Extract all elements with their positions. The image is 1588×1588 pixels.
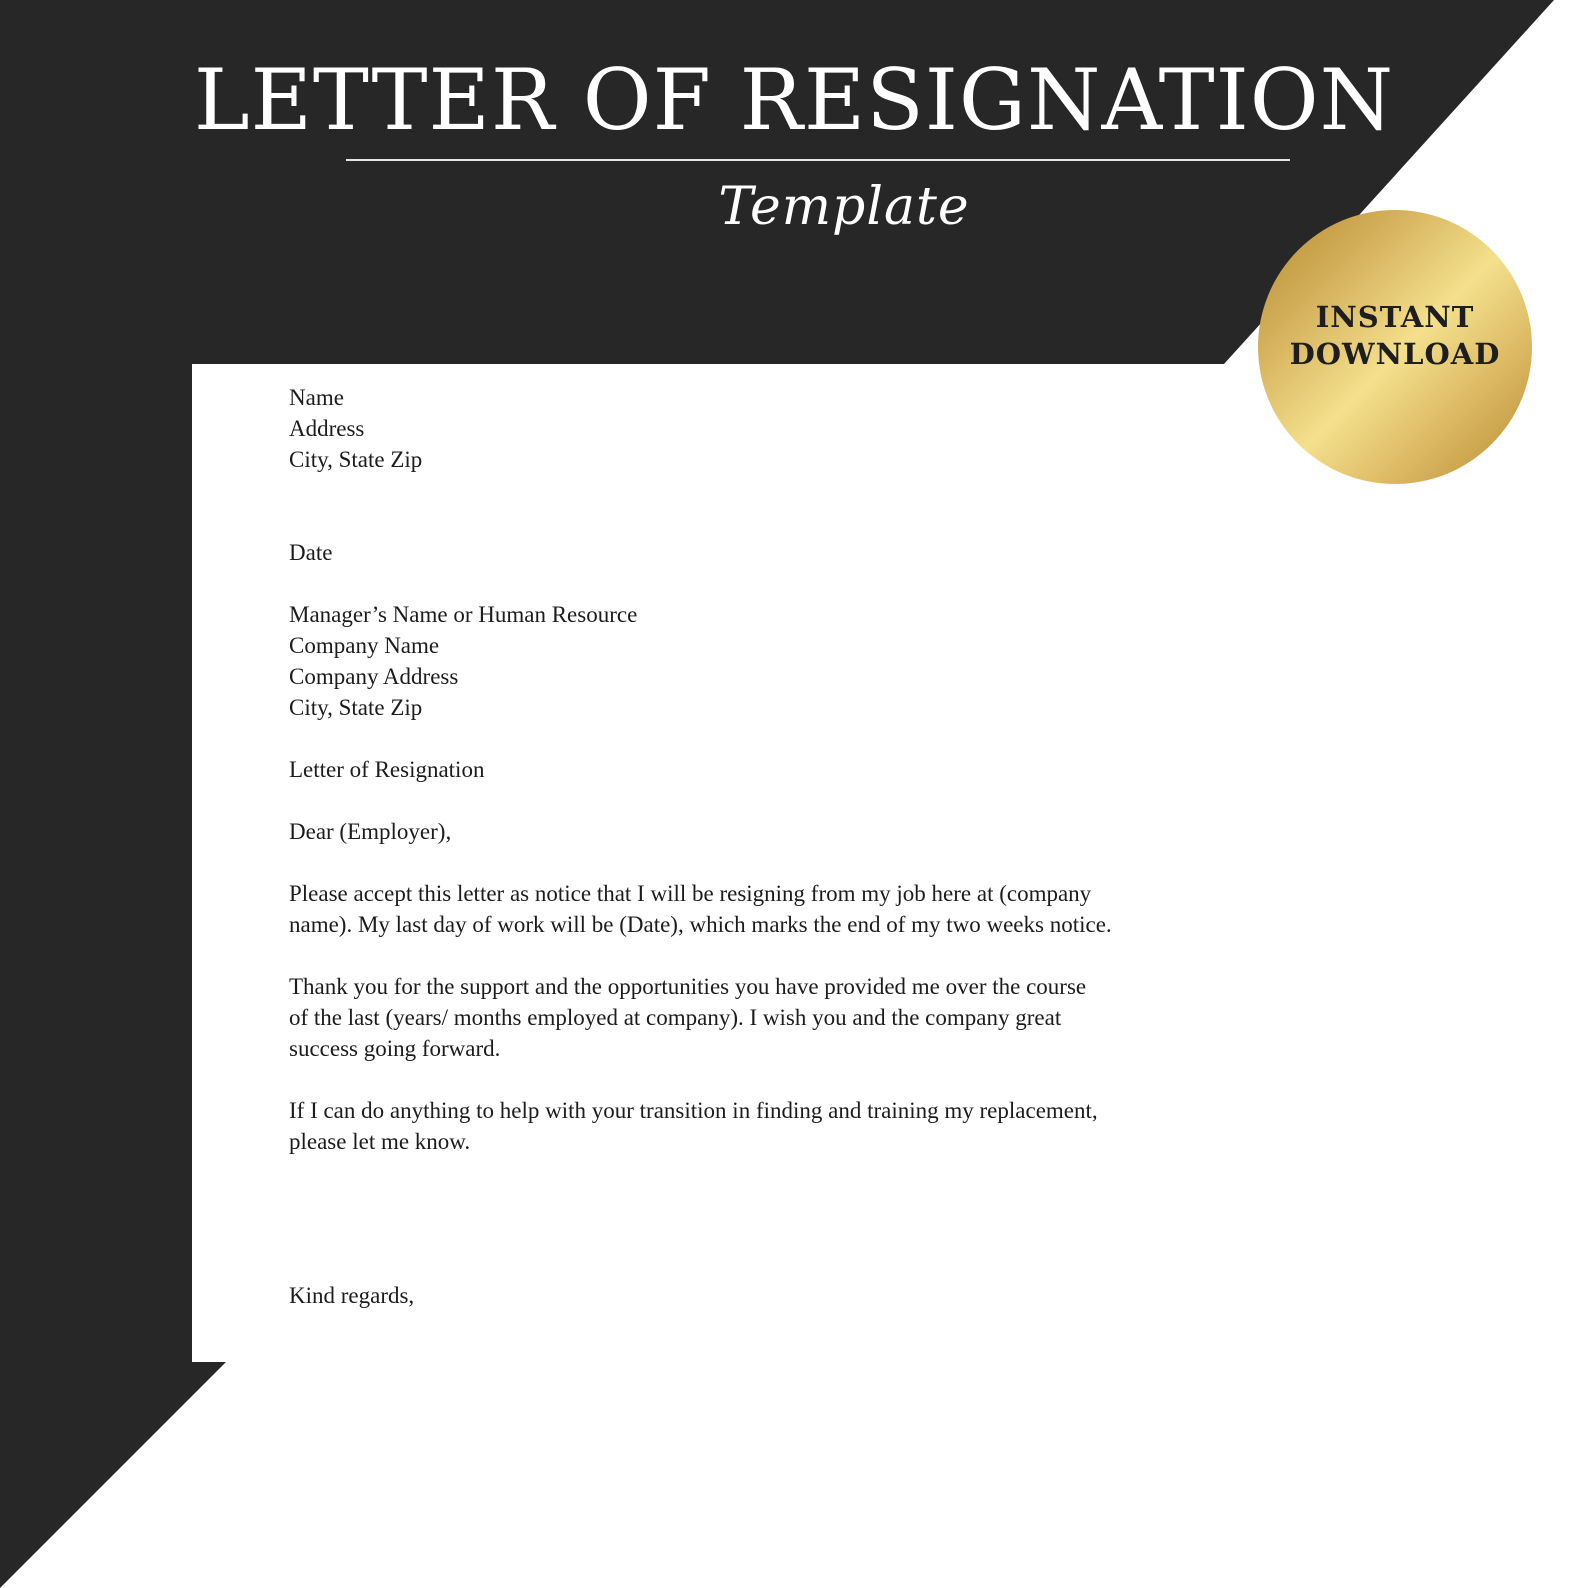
sender-city-state-zip: City, State Zip <box>289 447 423 472</box>
badge-line-2: DOWNLOAD <box>1289 337 1501 371</box>
paragraph-2-line-3: success going forward. <box>289 1036 501 1061</box>
page-subtitle: Template <box>718 177 970 237</box>
sender-block <box>289 382 1219 475</box>
letter-subject: Letter of Resignation <box>289 757 485 782</box>
recipient-block <box>289 599 1219 723</box>
paragraph-3-line-1: If I can do anything to help with your transition in finding and training my replacement, <box>289 1098 1098 1123</box>
paragraph-2-line-1: Thank you for the support and the opportunities you have provided me over the course <box>289 974 1087 999</box>
letter-paragraph-3 <box>289 1095 1219 1157</box>
letter-paragraph-2 <box>289 971 1219 1064</box>
letter-date: Date <box>289 540 333 565</box>
sender-name: Name <box>289 385 344 410</box>
recipient-manager-name: Manager’s Name or Human Resource <box>289 602 638 627</box>
paragraph-3-line-2: please let me know. <box>289 1129 471 1154</box>
recipient-company-address: Company Address <box>289 664 459 689</box>
sender-address: Address <box>289 416 365 441</box>
paragraph-1-line-2: name). My last day of work will be (Date), which marks the end of my two weeks notice. <box>289 912 1112 937</box>
recipient-company-name: Company Name <box>289 633 440 658</box>
paragraph-2-line-2: of the last (years/ months employed at company). I wish you and the company great <box>289 1005 1062 1030</box>
title-divider <box>346 159 1290 161</box>
paragraph-1-line-1: Please accept this letter as notice that I will be resigning from my job here at (company <box>289 881 1092 906</box>
letter-closing: Kind regards, <box>289 1283 415 1308</box>
letter-salutation: Dear (Employer), <box>289 819 452 844</box>
letter-document <box>192 364 1328 1362</box>
instant-download-badge <box>1258 210 1532 484</box>
badge-line-1: INSTANT <box>1315 300 1475 334</box>
recipient-city-state-zip: City, State Zip <box>289 695 423 720</box>
letter-paragraph-1 <box>289 878 1219 940</box>
letter-body <box>289 382 1219 1311</box>
page-title: LETTER OF RESIGNATION <box>193 51 1395 149</box>
